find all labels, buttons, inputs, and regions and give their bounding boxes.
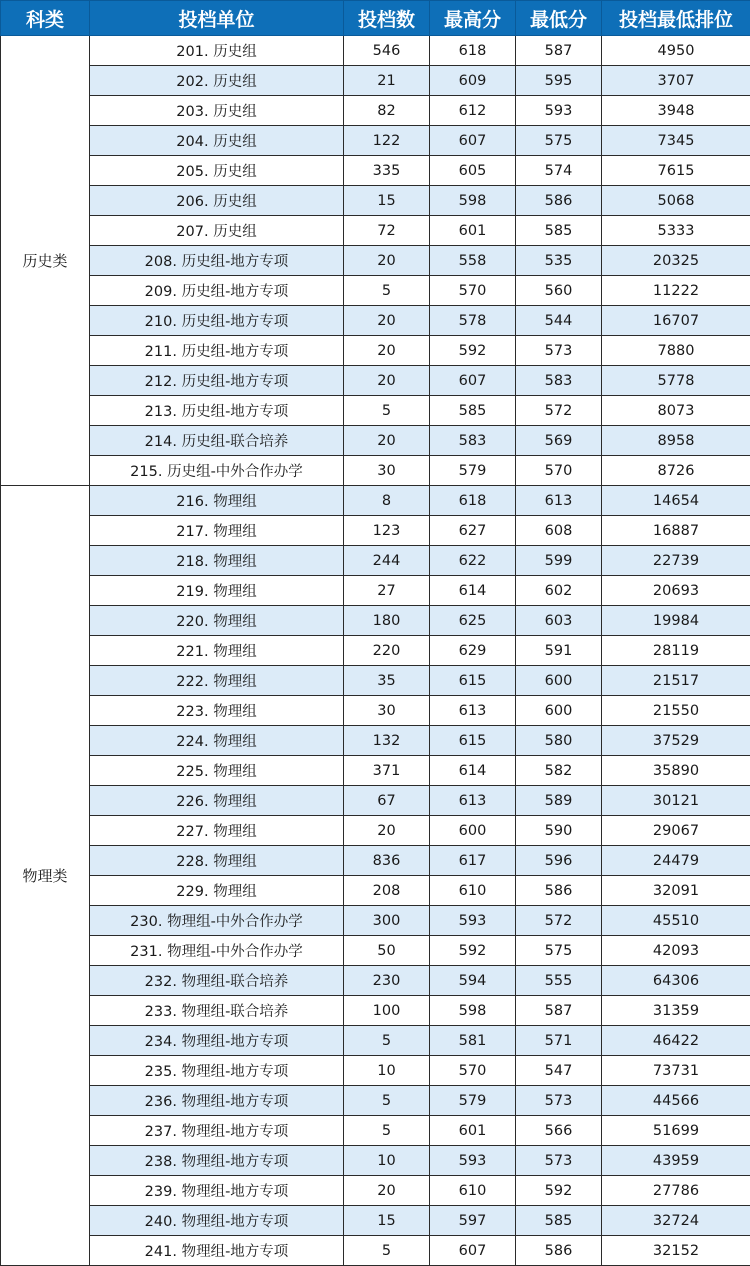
min-score-cell: 544 [516,306,602,336]
table-row [1,126,750,156]
count-cell: 208 [344,876,430,906]
min-score-cell: 574 [516,156,602,186]
max-score-cell: 593 [430,1146,516,1176]
header-max-score: 最高分 [430,1,516,36]
unit-cell: 222. 物理组 [90,666,344,696]
max-score-cell: 614 [430,576,516,606]
count-cell: 180 [344,606,430,636]
count-cell: 371 [344,756,430,786]
min-rank-cell: 64306 [602,966,750,996]
max-score-cell: 607 [430,126,516,156]
min-rank-cell: 73731 [602,1056,750,1086]
count-cell: 5 [344,1116,430,1146]
max-score-cell: 579 [430,456,516,486]
max-score-cell: 613 [430,696,516,726]
max-score-cell: 615 [430,666,516,696]
min-score-cell: 566 [516,1116,602,1146]
table-row [1,1026,750,1056]
count-cell: 10 [344,1056,430,1086]
unit-cell: 204. 历史组 [90,126,344,156]
min-score-cell: 608 [516,516,602,546]
count-cell: 132 [344,726,430,756]
max-score-cell: 592 [430,936,516,966]
min-score-cell: 586 [516,186,602,216]
min-rank-cell: 19984 [602,606,750,636]
min-rank-cell: 28119 [602,636,750,666]
table-row [1,186,750,216]
unit-cell: 234. 物理组-地方专项 [90,1026,344,1056]
table-row [1,786,750,816]
table-row [1,546,750,576]
unit-cell: 216. 物理组 [90,486,344,516]
max-score-cell: 570 [430,276,516,306]
count-cell: 123 [344,516,430,546]
table-row [1,966,750,996]
max-score-cell: 627 [430,516,516,546]
max-score-cell: 592 [430,336,516,366]
min-rank-cell: 37529 [602,726,750,756]
header-row [1,1,750,36]
count-cell: 30 [344,456,430,486]
min-score-cell: 580 [516,726,602,756]
max-score-cell: 600 [430,816,516,846]
min-score-cell: 591 [516,636,602,666]
unit-cell: 218. 物理组 [90,546,344,576]
min-rank-cell: 42093 [602,936,750,966]
min-score-cell: 585 [516,216,602,246]
unit-cell: 210. 历史组-地方专项 [90,306,344,336]
max-score-cell: 598 [430,996,516,1026]
min-score-cell: 572 [516,906,602,936]
min-score-cell: 596 [516,846,602,876]
table-row [1,1236,750,1266]
min-score-cell: 603 [516,606,602,636]
table-row [1,516,750,546]
min-rank-cell: 22739 [602,546,750,576]
min-rank-cell: 21550 [602,696,750,726]
min-rank-cell: 44566 [602,1086,750,1116]
min-score-cell: 571 [516,1026,602,1056]
max-score-cell: 597 [430,1206,516,1236]
min-rank-cell: 5333 [602,216,750,246]
table-row [1,636,750,666]
unit-cell: 237. 物理组-地方专项 [90,1116,344,1146]
max-score-cell: 558 [430,246,516,276]
min-score-cell: 593 [516,96,602,126]
min-score-cell: 547 [516,1056,602,1086]
table-row [1,66,750,96]
count-cell: 72 [344,216,430,246]
count-cell: 300 [344,906,430,936]
unit-cell: 238. 物理组-地方专项 [90,1146,344,1176]
max-score-cell: 605 [430,156,516,186]
table-row [1,156,750,186]
max-score-cell: 585 [430,396,516,426]
max-score-cell: 594 [430,966,516,996]
unit-cell: 226. 物理组 [90,786,344,816]
count-cell: 21 [344,66,430,96]
min-rank-cell: 21517 [602,666,750,696]
unit-cell: 201. 历史组 [90,36,344,66]
count-cell: 5 [344,1086,430,1116]
header-count: 投档数 [344,1,430,36]
unit-cell: 206. 历史组 [90,186,344,216]
max-score-cell: 601 [430,216,516,246]
unit-cell: 233. 物理组-联合培养 [90,996,344,1026]
min-rank-cell: 14654 [602,486,750,516]
unit-cell: 235. 物理组-地方专项 [90,1056,344,1086]
count-cell: 50 [344,936,430,966]
table-header [1,1,750,36]
min-rank-cell: 8726 [602,456,750,486]
min-rank-cell: 35890 [602,756,750,786]
min-score-cell: 583 [516,366,602,396]
table-row [1,96,750,126]
table-row [1,1146,750,1176]
max-score-cell: 610 [430,876,516,906]
min-score-cell: 585 [516,1206,602,1236]
table-row [1,1176,750,1206]
min-rank-cell: 20693 [602,576,750,606]
max-score-cell: 607 [430,366,516,396]
count-cell: 82 [344,96,430,126]
min-score-cell: 599 [516,546,602,576]
table-row [1,306,750,336]
count-cell: 15 [344,186,430,216]
unit-cell: 241. 物理组-地方专项 [90,1236,344,1266]
max-score-cell: 570 [430,1056,516,1086]
count-cell: 546 [344,36,430,66]
table-row [1,726,750,756]
table-row [1,216,750,246]
unit-cell: 227. 物理组 [90,816,344,846]
count-cell: 15 [344,1206,430,1236]
unit-cell: 219. 物理组 [90,576,344,606]
min-rank-cell: 16707 [602,306,750,336]
count-cell: 5 [344,1026,430,1056]
min-score-cell: 600 [516,666,602,696]
unit-cell: 220. 物理组 [90,606,344,636]
max-score-cell: 579 [430,1086,516,1116]
count-cell: 20 [344,1176,430,1206]
min-rank-cell: 8958 [602,426,750,456]
table-row [1,486,750,516]
unit-cell: 207. 历史组 [90,216,344,246]
count-cell: 67 [344,786,430,816]
table-row [1,276,750,306]
table-row [1,846,750,876]
table-row [1,936,750,966]
unit-cell: 211. 历史组-地方专项 [90,336,344,366]
min-score-cell: 575 [516,126,602,156]
min-score-cell: 586 [516,876,602,906]
min-rank-cell: 46422 [602,1026,750,1056]
max-score-cell: 625 [430,606,516,636]
table-row [1,576,750,606]
table-row [1,696,750,726]
min-rank-cell: 32152 [602,1236,750,1266]
min-rank-cell: 5778 [602,366,750,396]
unit-cell: 217. 物理组 [90,516,344,546]
count-cell: 20 [344,366,430,396]
min-score-cell: 587 [516,996,602,1026]
unit-cell: 239. 物理组-地方专项 [90,1176,344,1206]
unit-cell: 205. 历史组 [90,156,344,186]
min-rank-cell: 7345 [602,126,750,156]
min-score-cell: 572 [516,396,602,426]
count-cell: 27 [344,576,430,606]
header-subject: 科类 [1,1,90,36]
table-row [1,1086,750,1116]
min-score-cell: 602 [516,576,602,606]
max-score-cell: 618 [430,36,516,66]
count-cell: 220 [344,636,430,666]
max-score-cell: 607 [430,1236,516,1266]
min-rank-cell: 29067 [602,816,750,846]
table-row [1,1206,750,1236]
count-cell: 5 [344,276,430,306]
count-cell: 836 [344,846,430,876]
min-score-cell: 573 [516,1086,602,1116]
unit-cell: 225. 物理组 [90,756,344,786]
count-cell: 5 [344,396,430,426]
header-unit: 投档单位 [90,1,344,36]
max-score-cell: 578 [430,306,516,336]
count-cell: 230 [344,966,430,996]
min-rank-cell: 27786 [602,1176,750,1206]
table-row [1,246,750,276]
header-min-rank: 投档最低排位 [602,1,750,36]
max-score-cell: 618 [430,486,516,516]
min-score-cell: 589 [516,786,602,816]
min-score-cell: 592 [516,1176,602,1206]
header-min-score: 最低分 [516,1,602,36]
unit-cell: 232. 物理组-联合培养 [90,966,344,996]
unit-cell: 224. 物理组 [90,726,344,756]
unit-cell: 231. 物理组-中外合作办学 [90,936,344,966]
min-score-cell: 560 [516,276,602,306]
subject-cell: 物理类 [1,486,90,1266]
min-score-cell: 613 [516,486,602,516]
max-score-cell: 617 [430,846,516,876]
subject-cell: 历史类 [1,36,90,486]
max-score-cell: 581 [430,1026,516,1056]
unit-cell: 203. 历史组 [90,96,344,126]
unit-cell: 212. 历史组-地方专项 [90,366,344,396]
min-score-cell: 600 [516,696,602,726]
table-row [1,396,750,426]
table-row [1,906,750,936]
unit-cell: 208. 历史组-地方专项 [90,246,344,276]
max-score-cell: 612 [430,96,516,126]
count-cell: 5 [344,1236,430,1266]
min-rank-cell: 32724 [602,1206,750,1236]
table-row [1,1116,750,1146]
table-body [1,36,750,1266]
table-row [1,756,750,786]
unit-cell: 215. 历史组-中外合作办学 [90,456,344,486]
table-row [1,996,750,1026]
unit-cell: 202. 历史组 [90,66,344,96]
max-score-cell: 622 [430,546,516,576]
min-score-cell: 575 [516,936,602,966]
min-rank-cell: 30121 [602,786,750,816]
max-score-cell: 610 [430,1176,516,1206]
min-rank-cell: 7615 [602,156,750,186]
unit-cell: 223. 物理组 [90,696,344,726]
min-rank-cell: 20325 [602,246,750,276]
table-row [1,366,750,396]
table-row [1,336,750,366]
min-rank-cell: 16887 [602,516,750,546]
min-score-cell: 587 [516,36,602,66]
count-cell: 20 [344,426,430,456]
min-score-cell: 555 [516,966,602,996]
max-score-cell: 615 [430,726,516,756]
unit-cell: 228. 物理组 [90,846,344,876]
min-rank-cell: 4950 [602,36,750,66]
count-cell: 335 [344,156,430,186]
unit-cell: 214. 历史组-联合培养 [90,426,344,456]
unit-cell: 240. 物理组-地方专项 [90,1206,344,1236]
unit-cell: 209. 历史组-地方专项 [90,276,344,306]
count-cell: 100 [344,996,430,1026]
min-rank-cell: 3707 [602,66,750,96]
count-cell: 20 [344,306,430,336]
count-cell: 122 [344,126,430,156]
max-score-cell: 609 [430,66,516,96]
count-cell: 244 [344,546,430,576]
min-score-cell: 582 [516,756,602,786]
max-score-cell: 601 [430,1116,516,1146]
min-rank-cell: 31359 [602,996,750,1026]
count-cell: 10 [344,1146,430,1176]
min-rank-cell: 3948 [602,96,750,126]
min-score-cell: 569 [516,426,602,456]
min-rank-cell: 7880 [602,336,750,366]
table-row [1,876,750,906]
min-score-cell: 595 [516,66,602,96]
table-row [1,456,750,486]
count-cell: 20 [344,246,430,276]
min-rank-cell: 43959 [602,1146,750,1176]
min-score-cell: 590 [516,816,602,846]
min-score-cell: 573 [516,336,602,366]
min-rank-cell: 45510 [602,906,750,936]
min-rank-cell: 24479 [602,846,750,876]
count-cell: 8 [344,486,430,516]
min-rank-cell: 8073 [602,396,750,426]
min-rank-cell: 51699 [602,1116,750,1146]
unit-cell: 221. 物理组 [90,636,344,666]
max-score-cell: 613 [430,786,516,816]
table-row [1,36,750,66]
max-score-cell: 593 [430,906,516,936]
min-rank-cell: 11222 [602,276,750,306]
max-score-cell: 629 [430,636,516,666]
max-score-cell: 583 [430,426,516,456]
min-rank-cell: 32091 [602,876,750,906]
table-row [1,816,750,846]
count-cell: 20 [344,336,430,366]
unit-cell: 236. 物理组-地方专项 [90,1086,344,1116]
table-row [1,426,750,456]
unit-cell: 229. 物理组 [90,876,344,906]
max-score-cell: 614 [430,756,516,786]
min-score-cell: 586 [516,1236,602,1266]
max-score-cell: 598 [430,186,516,216]
table-row [1,1056,750,1086]
count-cell: 20 [344,816,430,846]
table-row [1,606,750,636]
unit-cell: 213. 历史组-地方专项 [90,396,344,426]
table-row [1,666,750,696]
min-score-cell: 535 [516,246,602,276]
unit-cell: 230. 物理组-中外合作办学 [90,906,344,936]
count-cell: 35 [344,666,430,696]
min-score-cell: 570 [516,456,602,486]
min-rank-cell: 5068 [602,186,750,216]
count-cell: 30 [344,696,430,726]
min-score-cell: 573 [516,1146,602,1176]
